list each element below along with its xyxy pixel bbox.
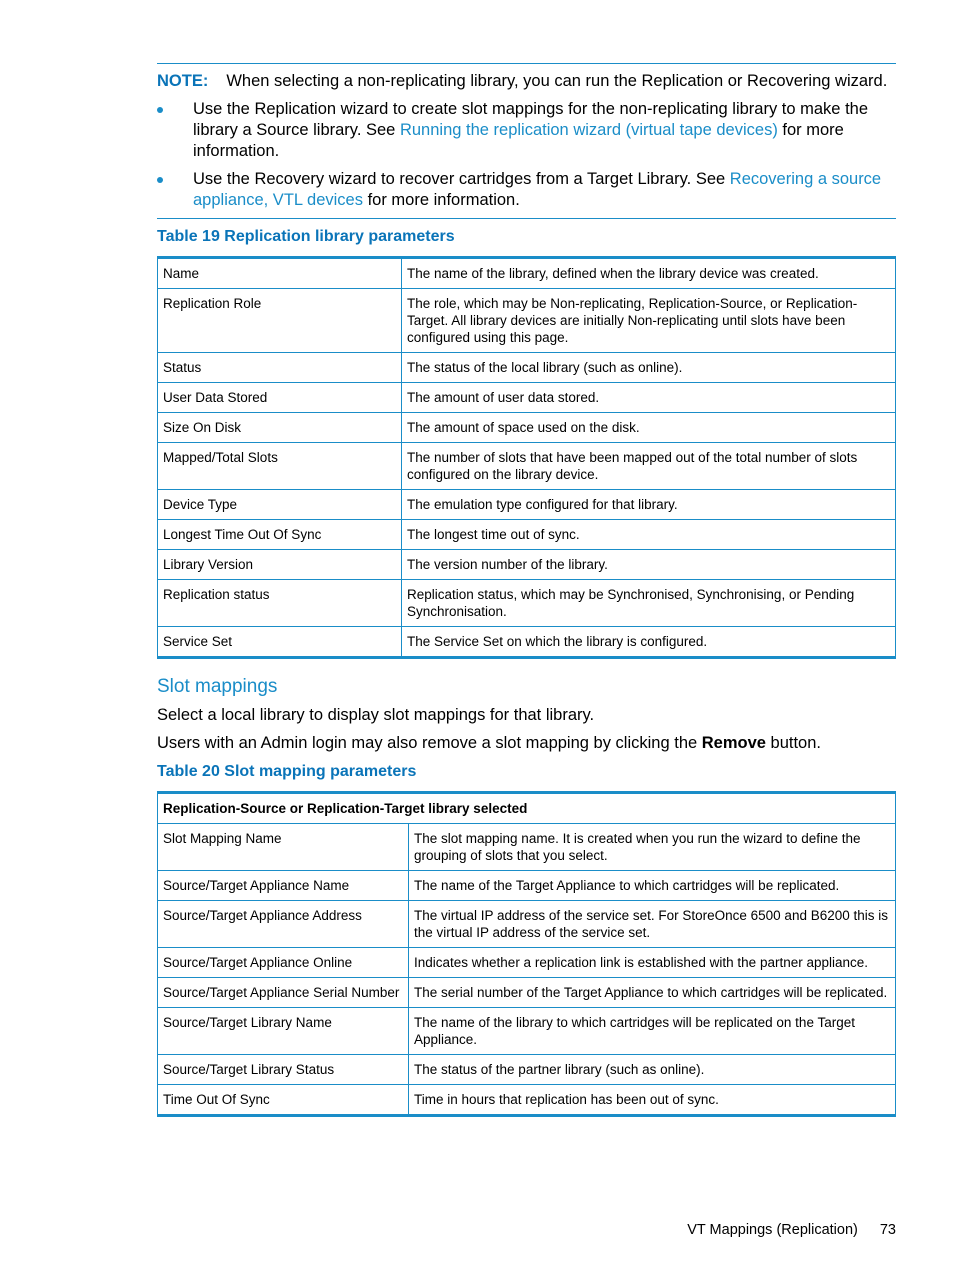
parameter-description: The slot mapping name. It is created when you run the wizard to define the grouping of slots that you select.: [409, 824, 896, 871]
note-top-rule: [157, 63, 896, 64]
parameter-description: Replication status, which may be Synchronised, Synchronising, or Pending Synchronisation.: [402, 580, 896, 627]
parameter-name: Name: [158, 258, 402, 289]
parameter-name: Replication Role: [158, 289, 402, 353]
bullet-text: Use the Replication wizard to create slot mappings for the non-replicating library to make the library a Source library. See: [193, 100, 869, 139]
note-bottom-rule: [157, 218, 896, 219]
parameter-name: Time Out Of Sync: [158, 1085, 409, 1116]
table-row: [158, 1085, 896, 1116]
parameter-name: Source/Target Appliance Name: [158, 871, 409, 901]
section-title: Slot mappings: [157, 676, 278, 697]
parameter-description: The emulation type configured for that library.: [402, 490, 896, 520]
parameter-name: Device Type: [158, 490, 402, 520]
document-page: [157, 63, 896, 1117]
parameter-description: The number of slots that have been mapped out of the total number of slots configured on the library device.: [402, 443, 896, 490]
parameter-description: The longest time out of sync.: [402, 520, 896, 550]
parameter-name: Slot Mapping Name: [158, 824, 409, 871]
table-row: [158, 901, 896, 948]
parameter-name: Size On Disk: [158, 413, 402, 443]
table-row: [158, 871, 896, 901]
bullet-text: for more information.: [363, 191, 520, 209]
parameter-name: Source/Target Appliance Online: [158, 948, 409, 978]
table-row: [158, 520, 896, 550]
table19-caption: Table 19 Replication library parameters: [157, 228, 455, 245]
parameter-name: User Data Stored: [158, 383, 402, 413]
page-footer: [687, 1222, 896, 1238]
table-row: [158, 413, 896, 443]
recovering-appliance-link[interactable]: Recovering a source appliance, VTL devices: [193, 170, 882, 209]
note-text: When selecting a non-replicating library, you can run the Replication or Recovering wizard.: [226, 72, 888, 90]
table-row: [158, 627, 896, 658]
parameter-name: Source/Target Library Name: [158, 1008, 409, 1055]
list-item: [157, 99, 896, 162]
table-row: [158, 258, 896, 289]
parameter-description: Indicates whether a replication link is established with the partner appliance.: [409, 948, 896, 978]
parameter-description: Time in hours that replication has been out of sync.: [409, 1085, 896, 1116]
parameter-description: The Service Set on which the library is configured.: [402, 627, 896, 658]
paragraph: Select a local library to display slot mappings for that library.: [157, 706, 595, 724]
parameter-name: Status: [158, 353, 402, 383]
table-row: [158, 978, 896, 1008]
parameter-description: The amount of user data stored.: [402, 383, 896, 413]
table-row: [158, 353, 896, 383]
parameter-name: Library Version: [158, 550, 402, 580]
table-row: [158, 490, 896, 520]
paragraph: [157, 733, 896, 754]
slot-mapping-parameters-table: [157, 791, 896, 1117]
replication-library-parameters-table: [157, 256, 896, 659]
table-row: [158, 383, 896, 413]
parameter-name: Mapped/Total Slots: [158, 443, 402, 490]
bullet-text: for more information.: [193, 121, 844, 160]
parameter-name: Replication status: [158, 580, 402, 627]
parameter-name: Source/Target Appliance Serial Number: [158, 978, 409, 1008]
page-number: 73: [879, 1222, 896, 1238]
paragraph-text: Users with an Admin login may also remove a slot mapping by clicking the: [157, 734, 702, 752]
table-row: [158, 824, 896, 871]
parameter-name: Source/Target Library Status: [158, 1055, 409, 1085]
table-row: [158, 580, 896, 627]
table20-caption: Table 20 Slot mapping parameters: [157, 763, 417, 780]
parameter-name: Longest Time Out Of Sync: [158, 520, 402, 550]
table-row: [158, 289, 896, 353]
parameter-description: The version number of the library.: [402, 550, 896, 580]
parameter-description: The name of the library to which cartridges will be replicated on the Target Appliance.: [409, 1008, 896, 1055]
list-item: [157, 169, 896, 211]
parameter-description: The status of the partner library (such as online).: [409, 1055, 896, 1085]
paragraph-text: button.: [765, 734, 821, 752]
parameter-name: Service Set: [158, 627, 402, 658]
table-row: [158, 1055, 896, 1085]
replication-wizard-link[interactable]: Running the replication wizard (virtual tape devices): [399, 121, 778, 139]
parameter-description: The role, which may be Non-replicating, Replication-Source, or Replication-Target. All library devices are initially Non-replicating until slots have been configured using this page.: [402, 289, 896, 353]
parameter-description: The amount of space used on the disk.: [402, 413, 896, 443]
footer-section: VT Mappings (Replication): [687, 1222, 858, 1238]
parameter-description: The name of the Target Appliance to which cartridges will be replicated.: [409, 871, 896, 901]
bullet-text: Use the Recovery wizard to recover cartridges from a Target Library. See: [193, 170, 730, 188]
parameter-description: The status of the local library (such as online).: [402, 353, 896, 383]
parameter-description: The serial number of the Target Appliance to which cartridges will be replicated.: [409, 978, 896, 1008]
note: [157, 71, 896, 92]
note-label: NOTE:: [157, 72, 209, 90]
parameter-description: The name of the library, defined when the library device was created.: [402, 258, 896, 289]
remove-term: Remove: [701, 734, 766, 752]
table-row: [158, 443, 896, 490]
table-row: [158, 1008, 896, 1055]
parameter-name: Source/Target Appliance Address: [158, 901, 409, 948]
parameter-description: The virtual IP address of the service set. For StoreOnce 6500 and B6200 this is the virtual IP address of the service set.: [409, 901, 896, 948]
table-row: [158, 948, 896, 978]
table-row: [158, 550, 896, 580]
note-bullet-list: [157, 99, 896, 211]
bullet-icon: [157, 107, 163, 113]
table-header: Replication-Source or Replication-Target library selected: [158, 793, 896, 824]
bullet-icon: [157, 177, 163, 183]
